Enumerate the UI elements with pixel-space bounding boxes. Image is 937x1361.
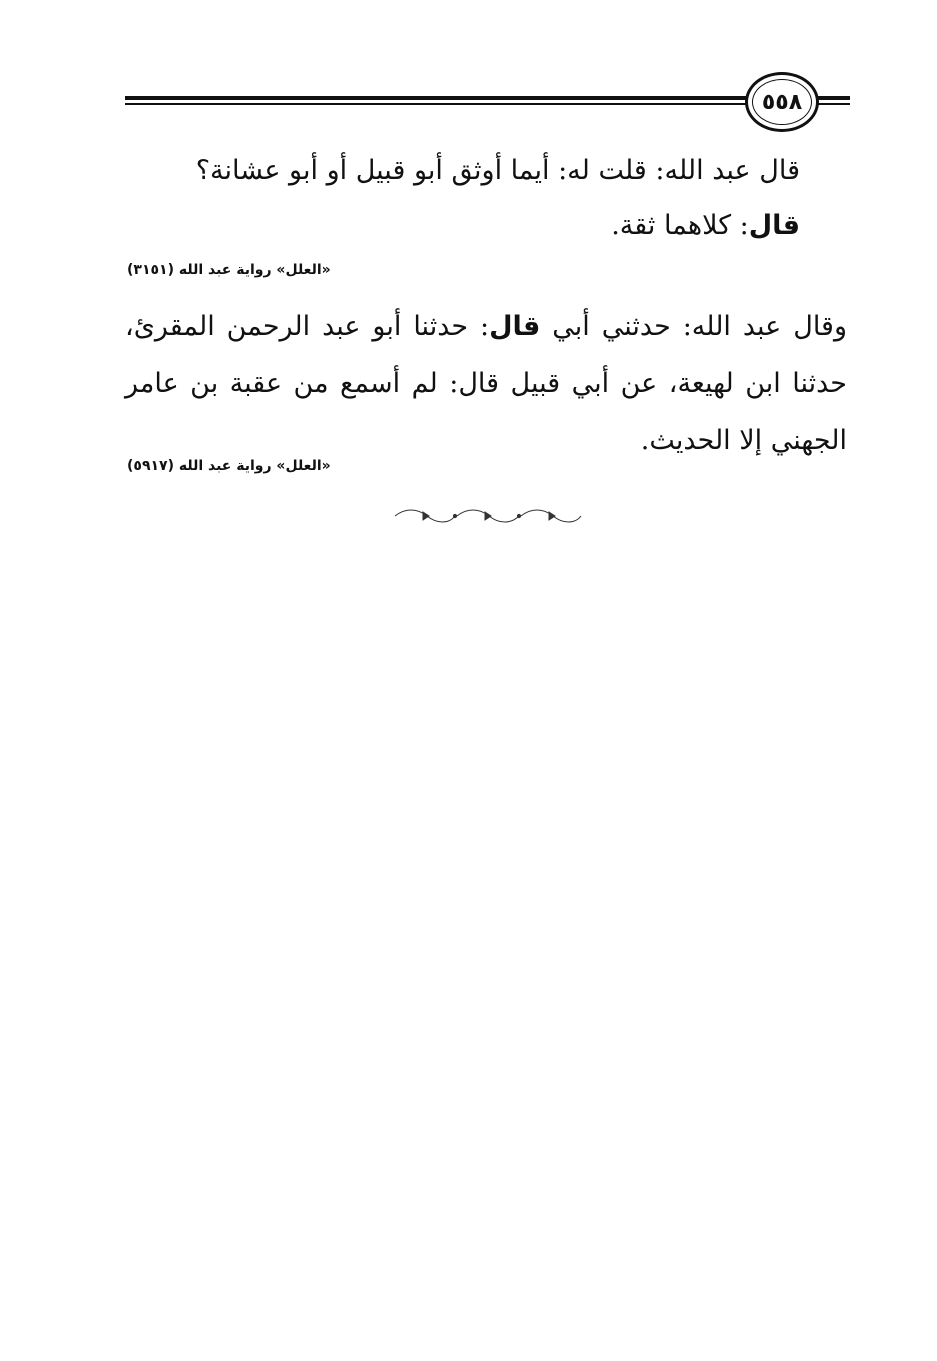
header-rule-thin: [125, 103, 755, 105]
header-rule-right-thin: [815, 103, 850, 105]
page-header: [125, 72, 850, 132]
reference-1: «العلل» رواية عبد الله (٣١٥١): [127, 262, 331, 278]
header-rule-thick: [125, 96, 755, 100]
paragraph-part-1: وقال عبد الله: حدثني أبي: [540, 311, 848, 342]
text-line-1: قال عبد الله: قلت له: أيما أوثق أبو قبيل أو أبو عشانة؟: [195, 155, 800, 186]
text-line-2-rest: : كلاهما ثقة.: [611, 210, 749, 241]
ornament-divider-icon: [393, 506, 583, 526]
header-rule-right-thick: [815, 96, 850, 100]
page-number: ٥٥٨: [761, 89, 803, 115]
text-line-2: [611, 210, 800, 241]
reference-2: «العلل» رواية عبد الله (٥٩١٧): [127, 458, 331, 474]
text-line-2-bold: قال: [748, 210, 800, 241]
paragraph-bold: قال: [489, 311, 541, 342]
paragraph-part-2: : حدثنا أبو عبد الرحمن المقرئ، حدثنا ابن لهيعة، عن أبي قبيل قال: لم أسمع من عقبة بن عامر الجهني إلا الحديث.: [125, 311, 847, 456]
page-number-badge: [745, 72, 819, 132]
paragraph: [125, 298, 847, 469]
